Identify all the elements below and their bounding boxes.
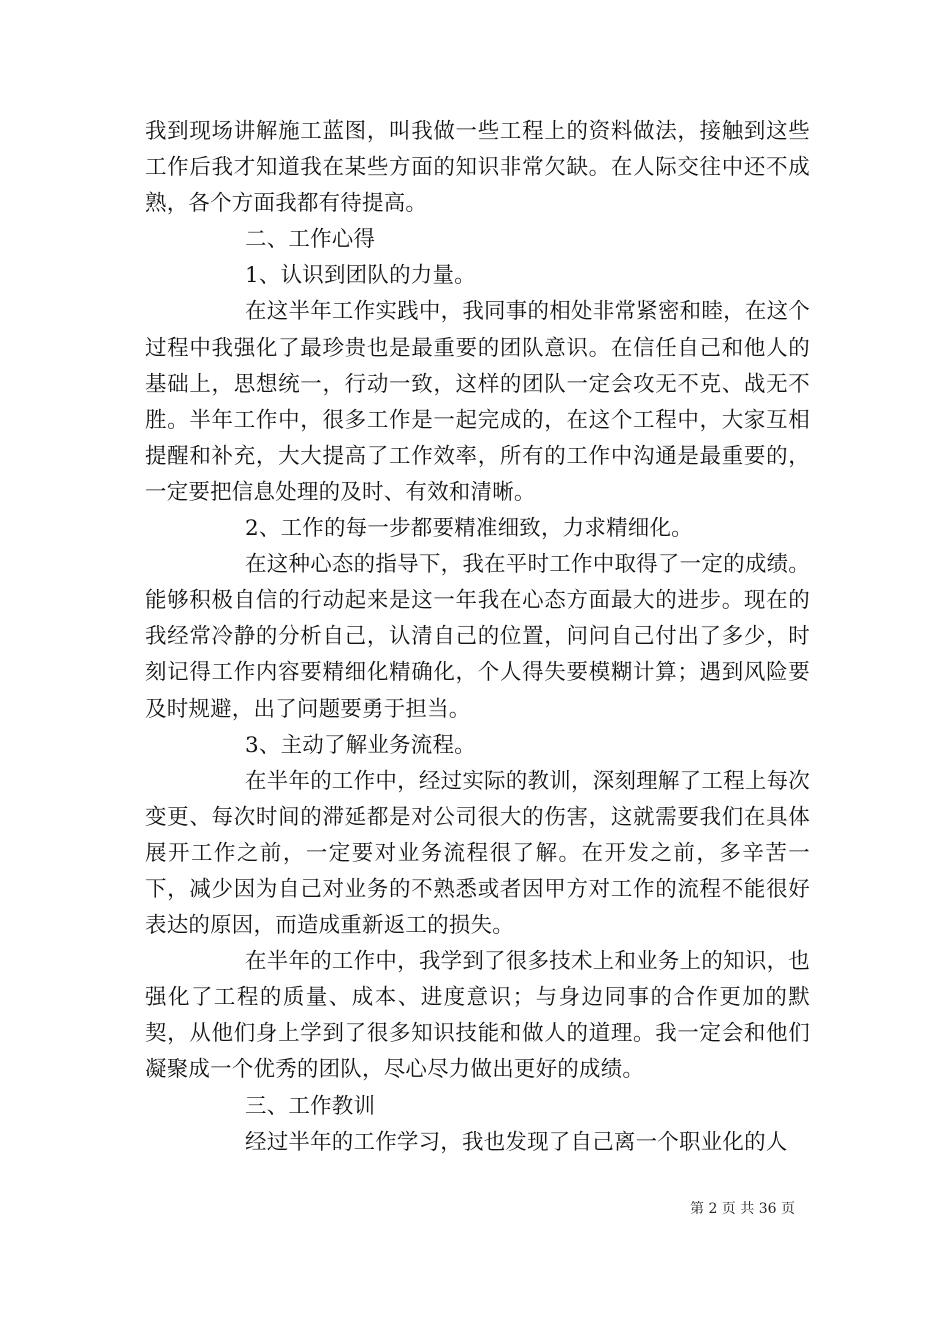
- paragraph-teamwork: 在这半年工作实践中，我同事的相处非常紧密和睦，在这个过程中我强化了最珍贵也是最重要的团队意识。在信任自己和他人的基础上，思想统一，行动一致，这样的团队一定会攻无不克、战无不胜。半年工作中，很多工作是一起完成的，在这个工程中，大家互相提醒和补充，大大提高了工作效率，所有的工作中沟通是最重要的，一定要把信息处理的及时、有效和清晰。: [145, 299, 810, 505]
- paragraph-mindset: 在这种心态的指导下，我在平时工作中取得了一定的成绩。能够积极自信的行动起来是这一年我在心态方面最大的进步。现在的我经常冷静的分析自己，认清自己的位置，问问自己付出了多少，时刻记得工作内容要精细化精确化，个人得失要模糊计算；遇到风险要及时规避，出了问题要勇于担当。: [145, 552, 810, 722]
- paragraph-process-lessons: 在半年的工作中，经过实际的教训，深刻理解了工程上每次变更、每次时间的滞延都是对公司很大的伤害，这就需要我们在具体展开工作之前，一定要对业务流程很了解。在开发之前，多辛苦一下，减少因为自己对业务的不熟悉或者因甲方对工作的流程不能很好表达的原因，而造成重新返工的损失。: [145, 768, 810, 939]
- paragraph-knowledge-gained: 在半年的工作中，我学到了很多技术上和业务上的知识，也强化了工程的质量、成本、进度意识；与身边同事的合作更加的默契，从他们身上学到了很多知识技能和做人的道理。我一定会和他们凝聚成一个优秀的团队，尽心尽力做出更好的成绩。: [145, 949, 810, 1083]
- subheading-business-process: 3、主动了解业务流程。: [245, 732, 476, 758]
- paragraph-lessons-start: 经过半年的工作学习，我也发现了自己离一个职业化的人: [245, 1129, 788, 1155]
- subheading-team-strength: 1、认识到团队的力量。: [245, 263, 476, 289]
- document-body: [145, 114, 810, 1161]
- subheading-precision: 2、工作的每一步都要精准细致，力求精细化。: [245, 516, 693, 542]
- section-heading-work-insights: 二、工作心得: [245, 227, 376, 253]
- section-heading-work-lessons: 三、工作教训: [245, 1093, 376, 1119]
- paragraph-continuation: 我到现场讲解施工蓝图，叫我做一些工程上的资料做法，接触到这些工作后我才知道我在某些方面的知识非常欠缺。在人际交往中还不成熟，各个方面我都有待提高。: [145, 119, 810, 217]
- page-number-footer: 第 2 页 共 36 页: [690, 1201, 795, 1217]
